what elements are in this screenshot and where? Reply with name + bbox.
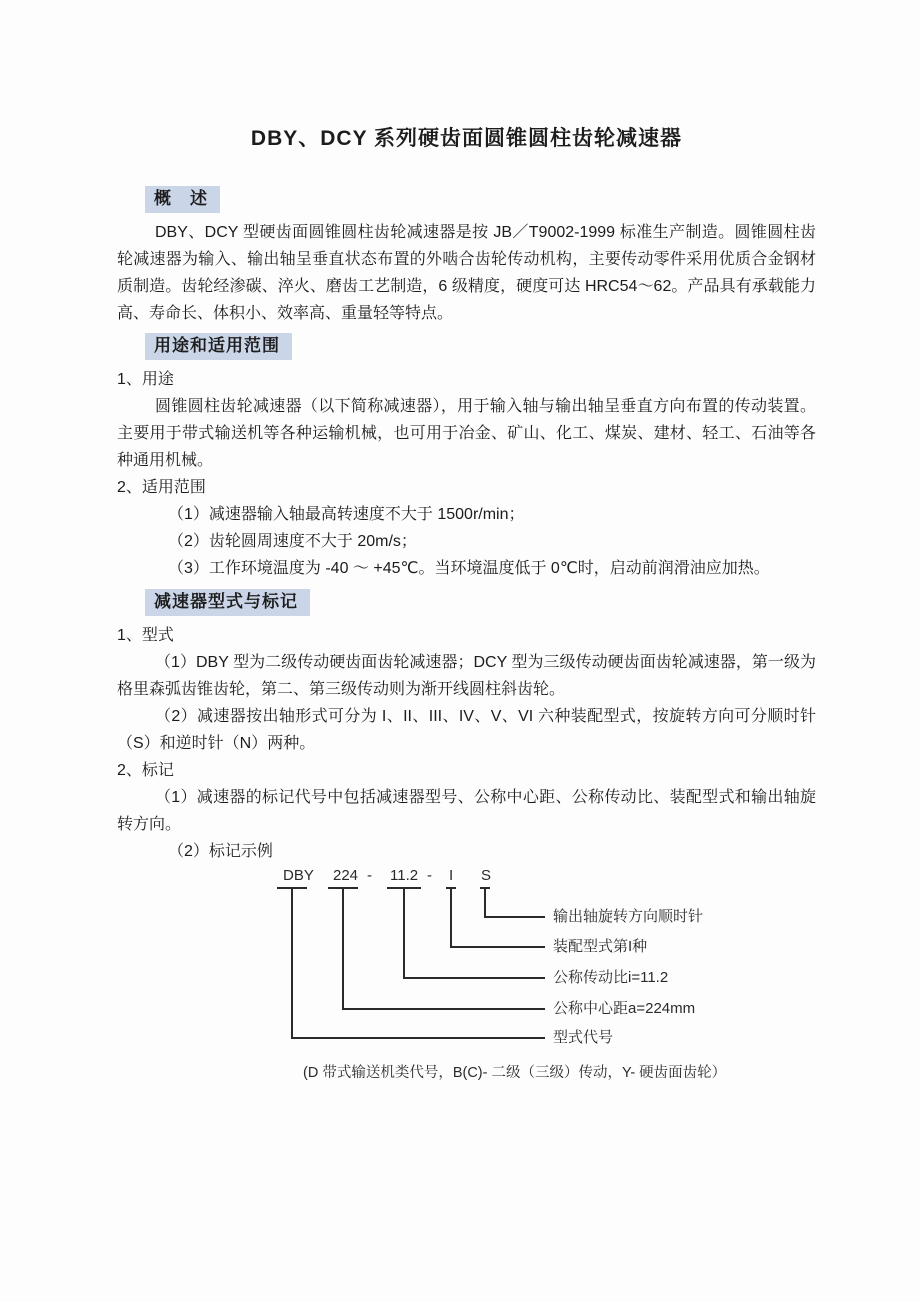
leader-line-horizontal-ratio bbox=[403, 977, 545, 979]
section-header-usage: 用途和适用范围 bbox=[145, 333, 292, 360]
code-rotation: S bbox=[481, 867, 492, 884]
code-ratio: 11.2 bbox=[390, 867, 419, 884]
code-dash-2: - bbox=[427, 867, 432, 884]
mark-example-title: （2）标记示例 bbox=[168, 843, 273, 860]
callout-ratio: 公称传动比i=11.2 bbox=[553, 969, 669, 986]
type-title: 1、型式 bbox=[117, 627, 174, 644]
diagram-note: (D 带式输送机类代号，B(C)- 二级（三级）传动，Y- 硬齿面齿轮） bbox=[303, 1065, 727, 1081]
leader-line-vertical-ratio bbox=[403, 889, 405, 978]
leader-line-vertical-rotation bbox=[484, 889, 486, 917]
leader-line-vertical-center bbox=[342, 889, 344, 1009]
usage-item1-title: 1、用途 bbox=[117, 371, 174, 388]
mark-title: 2、标记 bbox=[117, 762, 174, 779]
designation-example-diagram bbox=[117, 867, 785, 1102]
leader-line-vertical-model bbox=[291, 889, 293, 1038]
usage-item1-paragraph: 圆锥圆柱齿轮减速器（以下简称减速器），用于输入轴与输出轴呈垂直方向布置的传动装置。主要用于带式输送机等各种运输机械，也可用于冶金、矿山、化工、煤炭、建材、轻工、石油等各种通用机械。 bbox=[117, 398, 816, 469]
usage-range-3: （3）工作环境温度为 -40 ～ +45℃。当环境温度低于 0℃时，启动前润滑油应加热。 bbox=[168, 560, 770, 577]
section-header-overview: 概 述 bbox=[145, 186, 220, 213]
mark-paragraph-1: （1）减速器的标记代号中包括减速器型号、公称中心距、公称传动比、装配型式和输出轴旋转方向。 bbox=[117, 789, 816, 833]
type-paragraph-1: （1）DBY 型为二级传动硬齿面齿轮减速器；DCY 型为三级传动硬齿面齿轮减速器，第一级为格里森弧齿锥齿轮，第二、第三级传动则为渐开线圆柱斜齿轮。 bbox=[117, 654, 816, 698]
code-center-distance: 224 bbox=[333, 867, 359, 884]
section-header-type-marking: 减速器型式与标记 bbox=[145, 589, 310, 616]
usage-range-1: （1）减速器输入轴最高转速度不大于 1500r/min； bbox=[168, 506, 525, 523]
leader-line-vertical-assembly bbox=[450, 889, 452, 947]
code-dash-1: - bbox=[367, 867, 372, 884]
usage-range-2: （2）齿轮圆周速度不大于 20m/s； bbox=[168, 533, 417, 550]
usage-item2-title: 2、适用范围 bbox=[117, 479, 206, 496]
code-assembly: I bbox=[449, 867, 454, 884]
leader-line-horizontal-center bbox=[342, 1008, 545, 1010]
code-model: DBY bbox=[283, 867, 314, 884]
callout-center-distance: 公称中心距a=224mm bbox=[553, 1000, 696, 1017]
leader-line-horizontal-rotation bbox=[484, 916, 545, 918]
type-paragraph-2: （2）减速器按出轴形式可分为 I、II、III、IV、V、VI 六种装配型式，按旋转方向可分顺时针（S）和逆时针（N）两种。 bbox=[117, 708, 816, 752]
callout-rotation: 输出轴旋转方向顺时针 bbox=[553, 908, 704, 925]
callout-assembly: 装配型式第I种 bbox=[553, 938, 648, 955]
callout-model-code: 型式代号 bbox=[553, 1029, 614, 1046]
page-title: DBY、DCY 系列硬齿面圆锥圆柱齿轮减速器 bbox=[250, 127, 683, 150]
leader-line-horizontal-model bbox=[291, 1037, 545, 1039]
leader-line-horizontal-assembly bbox=[450, 946, 545, 948]
overview-paragraph: DBY、DCY 型硬齿面圆锥圆柱齿轮减速器是按 JB／T9002-1999 标准生产制造。圆锥圆柱齿轮减速器为输入、输出轴呈垂直状态布置的外啮合齿轮传动机构，主要传动零件采用优质合金钢材质制造。齿轮经渗碳、淬火、磨齿工艺制造，6 级精度，硬度可达 HRC54～62。产品具有承载能力高、寿命长、体积小、效率高、重量轻等特点。 bbox=[117, 224, 816, 322]
